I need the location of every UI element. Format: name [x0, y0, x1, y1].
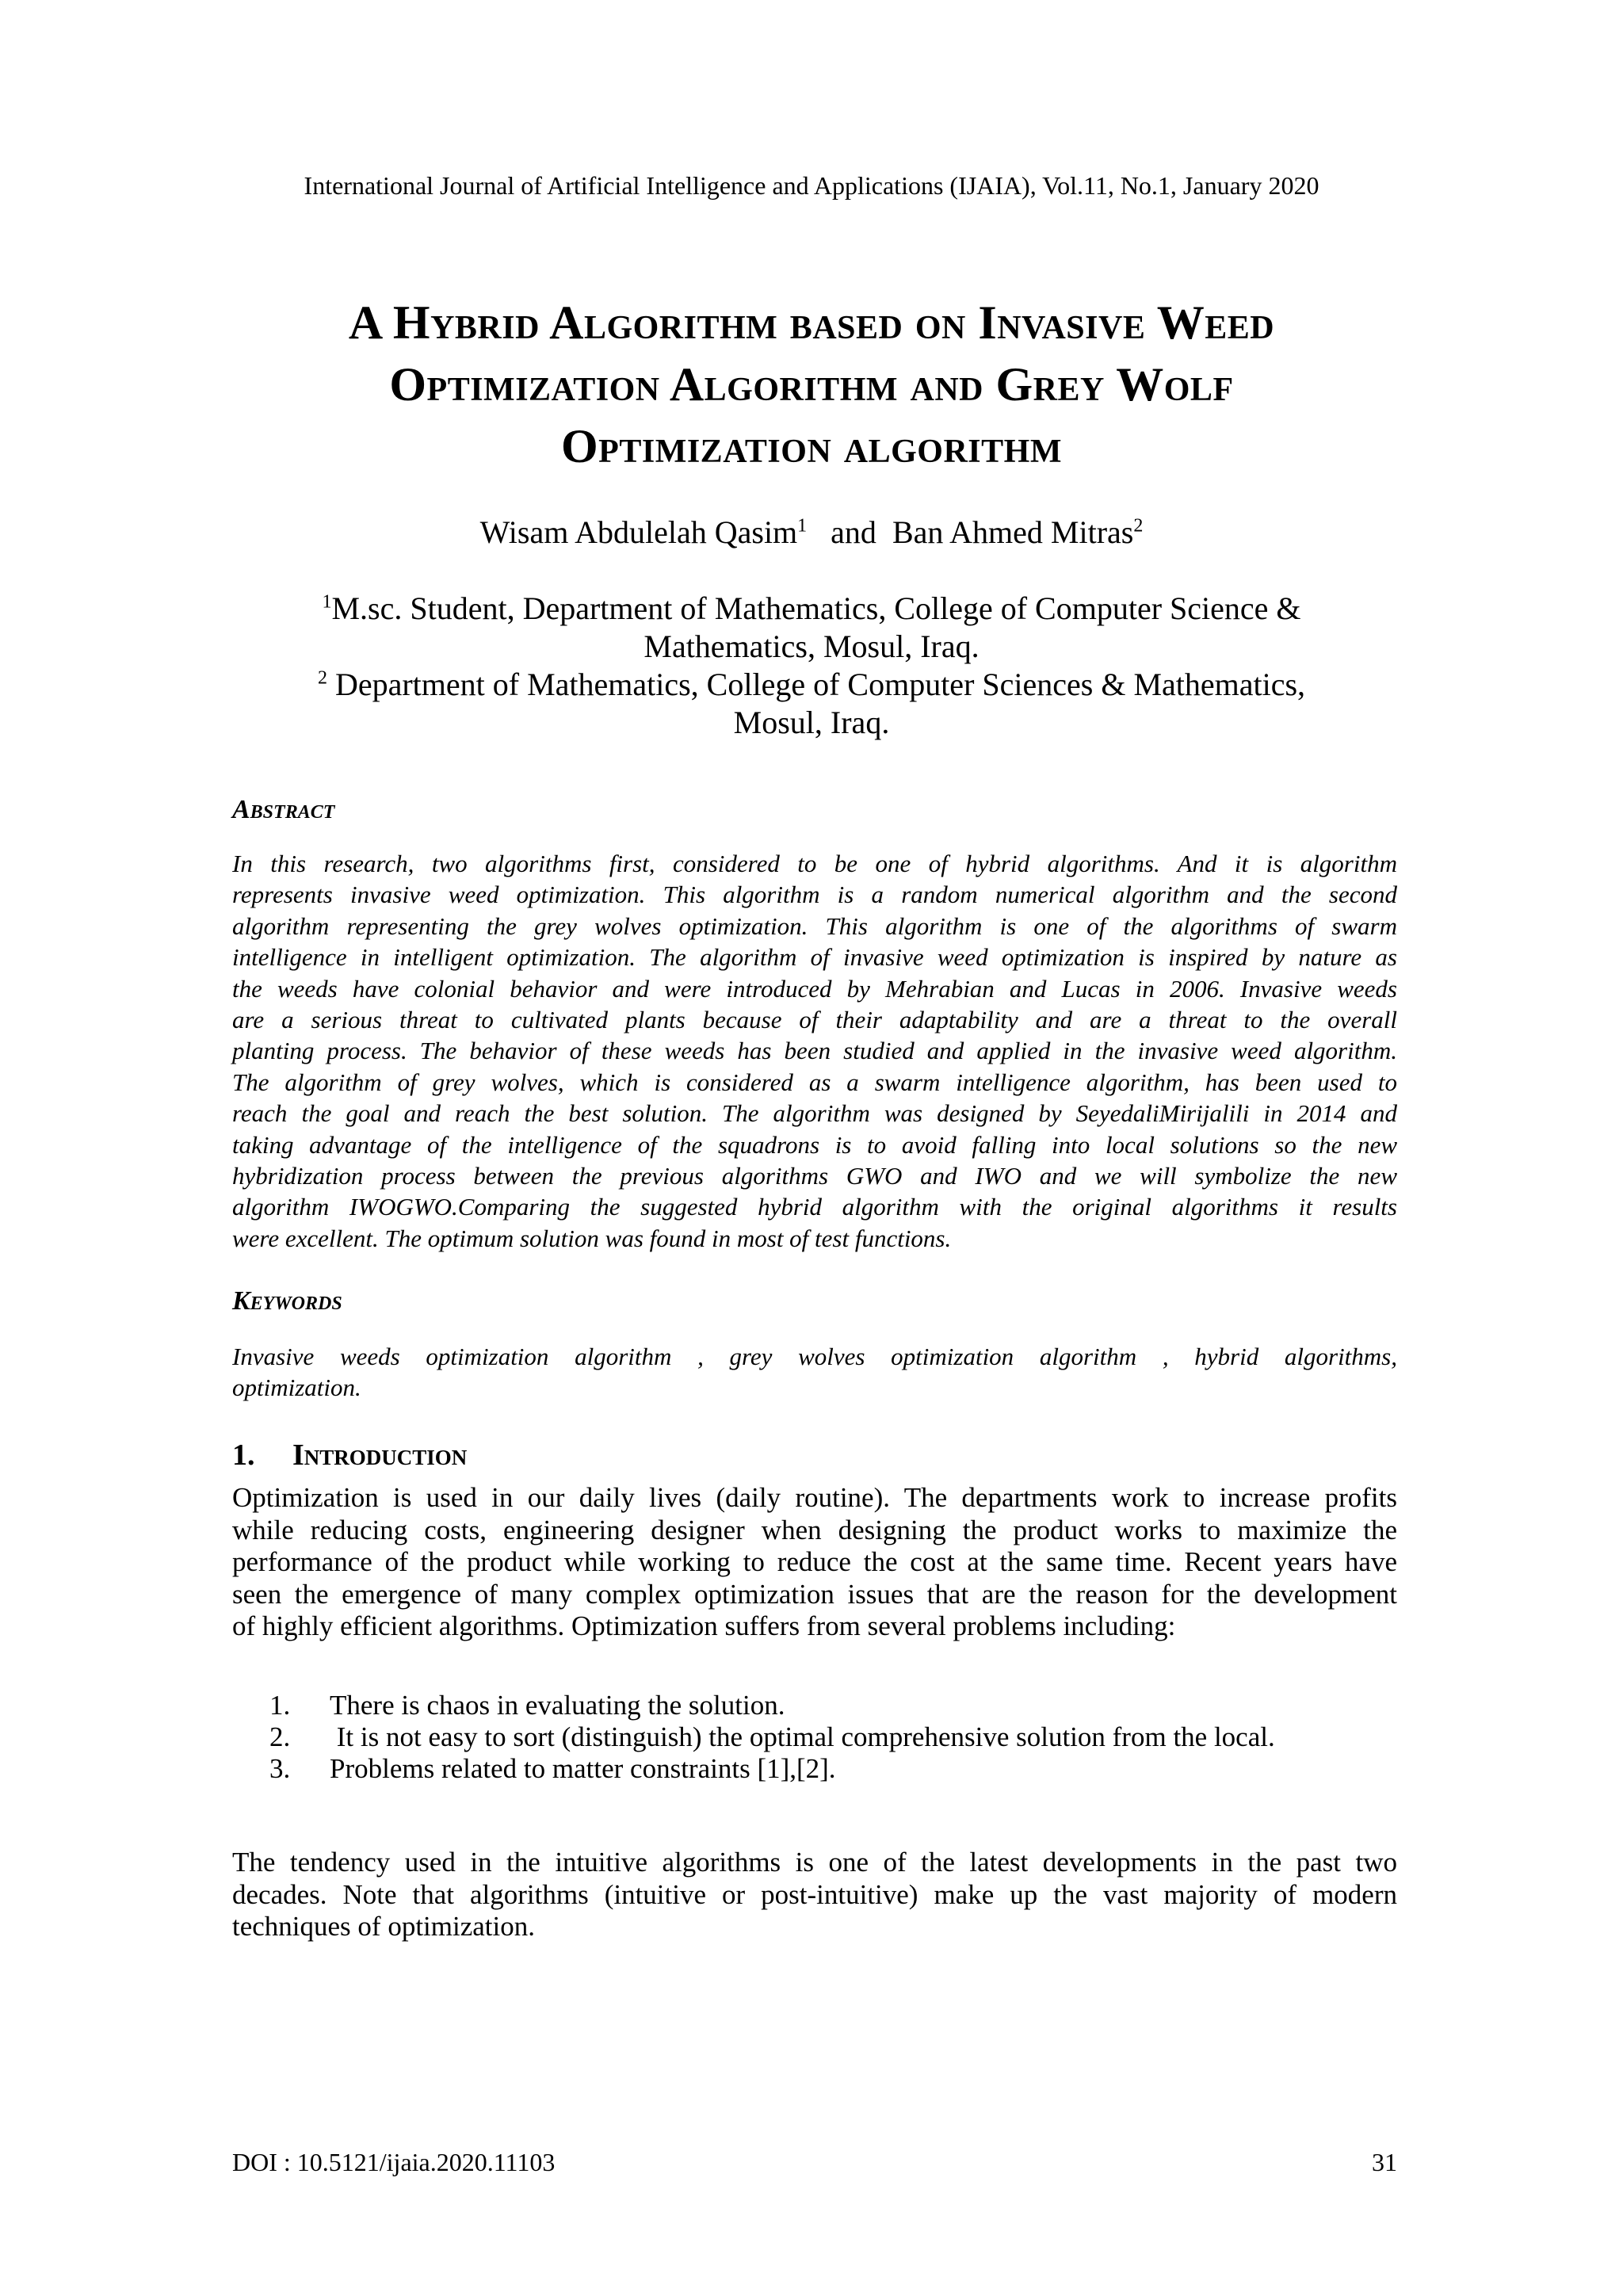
list-number: 1.	[269, 1690, 291, 1721]
title-line: Optimization algorithm	[561, 420, 1062, 472]
page-number: 31	[1372, 2148, 1397, 2176]
paragraph-line: Optimization is used in our daily lives (daily routine). The departments work to increase profits	[232, 1482, 1397, 1513]
paragraph-line: of highly efficient algorithms. Optimization suffers from several problems including:	[232, 1610, 1176, 1642]
affiliation-line: Mathematics, Mosul, Iraq.	[643, 628, 980, 664]
abstract-line: intelligence in intelligent optimization. The algorithm of invasive weed optimization is inspired by nature as	[232, 943, 1397, 972]
affiliation-text: M.sc. Student, Department of Mathematics, College of Computer Science &	[331, 590, 1301, 626]
abstract-line: In this research, two algorithms first, considered to be one of hybrid algorithms. And it is algorithm	[232, 850, 1397, 877]
paper-title	[178, 292, 1445, 477]
affiliation-mark: 1	[322, 591, 332, 613]
author-list	[0, 512, 1623, 553]
section-title: Introduction	[292, 1438, 468, 1472]
affiliation-mark: 2	[317, 667, 327, 689]
section-number: 1.	[232, 1438, 255, 1472]
paragraph-line: seen the emergence of many complex optimization issues that are the reason for the development	[232, 1578, 1397, 1610]
introduction-heading	[232, 1436, 467, 1474]
list-text: It is not easy to sort (distinguish) the optimal comprehensive solution from the local.	[330, 1721, 1275, 1752]
affiliation-line: Mosul, Iraq.	[733, 705, 890, 740]
title-line: A Hybrid Algorithm based on Invasive Weed	[348, 296, 1275, 349]
list-item	[269, 1721, 1275, 1753]
author-name: Wisam Abdulelah Qasim	[479, 514, 798, 550]
abstract-line: algorithm IWOGWO.Comparing the suggested hybrid algorithm with the original algorithms it results	[232, 1193, 1397, 1221]
list-number: 3.	[269, 1753, 291, 1784]
abstract-line: the weeds have colonial behavior and were introduced by Mehrabian and Lucas in 2006. Invasive weeds	[232, 974, 1397, 1003]
author-name: Ban Ahmed Mitras	[892, 514, 1134, 550]
paragraph-line: techniques of optimization.	[232, 1911, 535, 1943]
keywords-line: Invasive weeds optimization algorithm , grey wolves optimization algorithm , hybrid algorithms,	[232, 1343, 1397, 1370]
introduction-paragraph	[232, 1847, 1397, 1943]
abstract-line: hybridization process between the previous algorithms GWO and IWO and we will symbolize the new	[232, 1162, 1397, 1190]
abstract-line: represents invasive weed optimization. This algorithm is a random numerical algorithm and the second	[232, 881, 1397, 909]
keywords-body	[232, 1341, 1397, 1404]
abstract-line: taking advantage of the intelligence of the squadrons is to avoid falling into local solutions so the new	[232, 1130, 1397, 1159]
affiliation-line	[178, 590, 1445, 628]
abstract-heading: Abstract	[232, 795, 335, 824]
abstract-line: reach the goal and reach the best solution. The algorithm was designed by SeyedaliMirijalili in 2014 and	[232, 1099, 1397, 1128]
list-number: 2.	[269, 1721, 291, 1752]
list-item	[269, 1753, 1275, 1785]
doi-text: DOI : 10.5121/ijaia.2020.11103	[232, 2148, 556, 2176]
abstract-line: The algorithm of grey wolves, which is considered as a swarm intelligence algorithm, has been used to	[232, 1068, 1397, 1096]
running-header: International Journal of Artificial Intelligence and Applications (IJAIA), Vol.11, No.1, January 2020	[304, 171, 1319, 200]
abstract-line: algorithm representing the grey wolves optimization. This algorithm is one of the algorithms of swarm	[232, 911, 1397, 940]
affiliations	[178, 590, 1445, 742]
keywords-heading: Keywords	[232, 1286, 342, 1316]
introduction-paragraph	[232, 1482, 1397, 1643]
abstract-body	[232, 848, 1397, 1254]
problems-list	[269, 1690, 1275, 1785]
paragraph-line: while reducing costs, engineering designer when designing the product works to maximize the	[232, 1514, 1397, 1545]
abstract-line: are a serious threat to cultivated plants because of their adaptability and are a threat to the overall	[232, 1006, 1397, 1034]
title-line: Optimization Algorithm and Grey Wolf	[389, 358, 1234, 411]
affiliation-mark: 1	[797, 515, 808, 537]
keywords-line: optimization.	[232, 1373, 361, 1402]
abstract-line: planting process. The behavior of these weeds has been studied and applied in the invasive weed algorithm.	[232, 1037, 1397, 1065]
paragraph-line: performance of the product while working to reduce the cost at the same time. Recent years have	[232, 1546, 1397, 1578]
list-text: There is chaos in evaluating the solution.	[330, 1690, 785, 1721]
list-text: Problems related to matter constraints [1],[2].	[330, 1753, 836, 1784]
affiliation-text: Department of Mathematics, College of Computer Sciences & Mathematics,	[327, 667, 1306, 702]
author-conjunction: and	[831, 514, 876, 550]
paragraph-line: The tendency used in the intuitive algorithms is one of the latest developments in the past two	[232, 1847, 1397, 1878]
affiliation-mark: 2	[1133, 515, 1144, 537]
list-item	[269, 1690, 1275, 1721]
abstract-line: were excellent. The optimum solution was found in most of test functions.	[232, 1224, 952, 1252]
affiliation-line	[178, 666, 1445, 704]
paragraph-line: decades. Note that algorithms (intuitive or post-intuitive) make up the vast majority of modern	[232, 1878, 1397, 1910]
